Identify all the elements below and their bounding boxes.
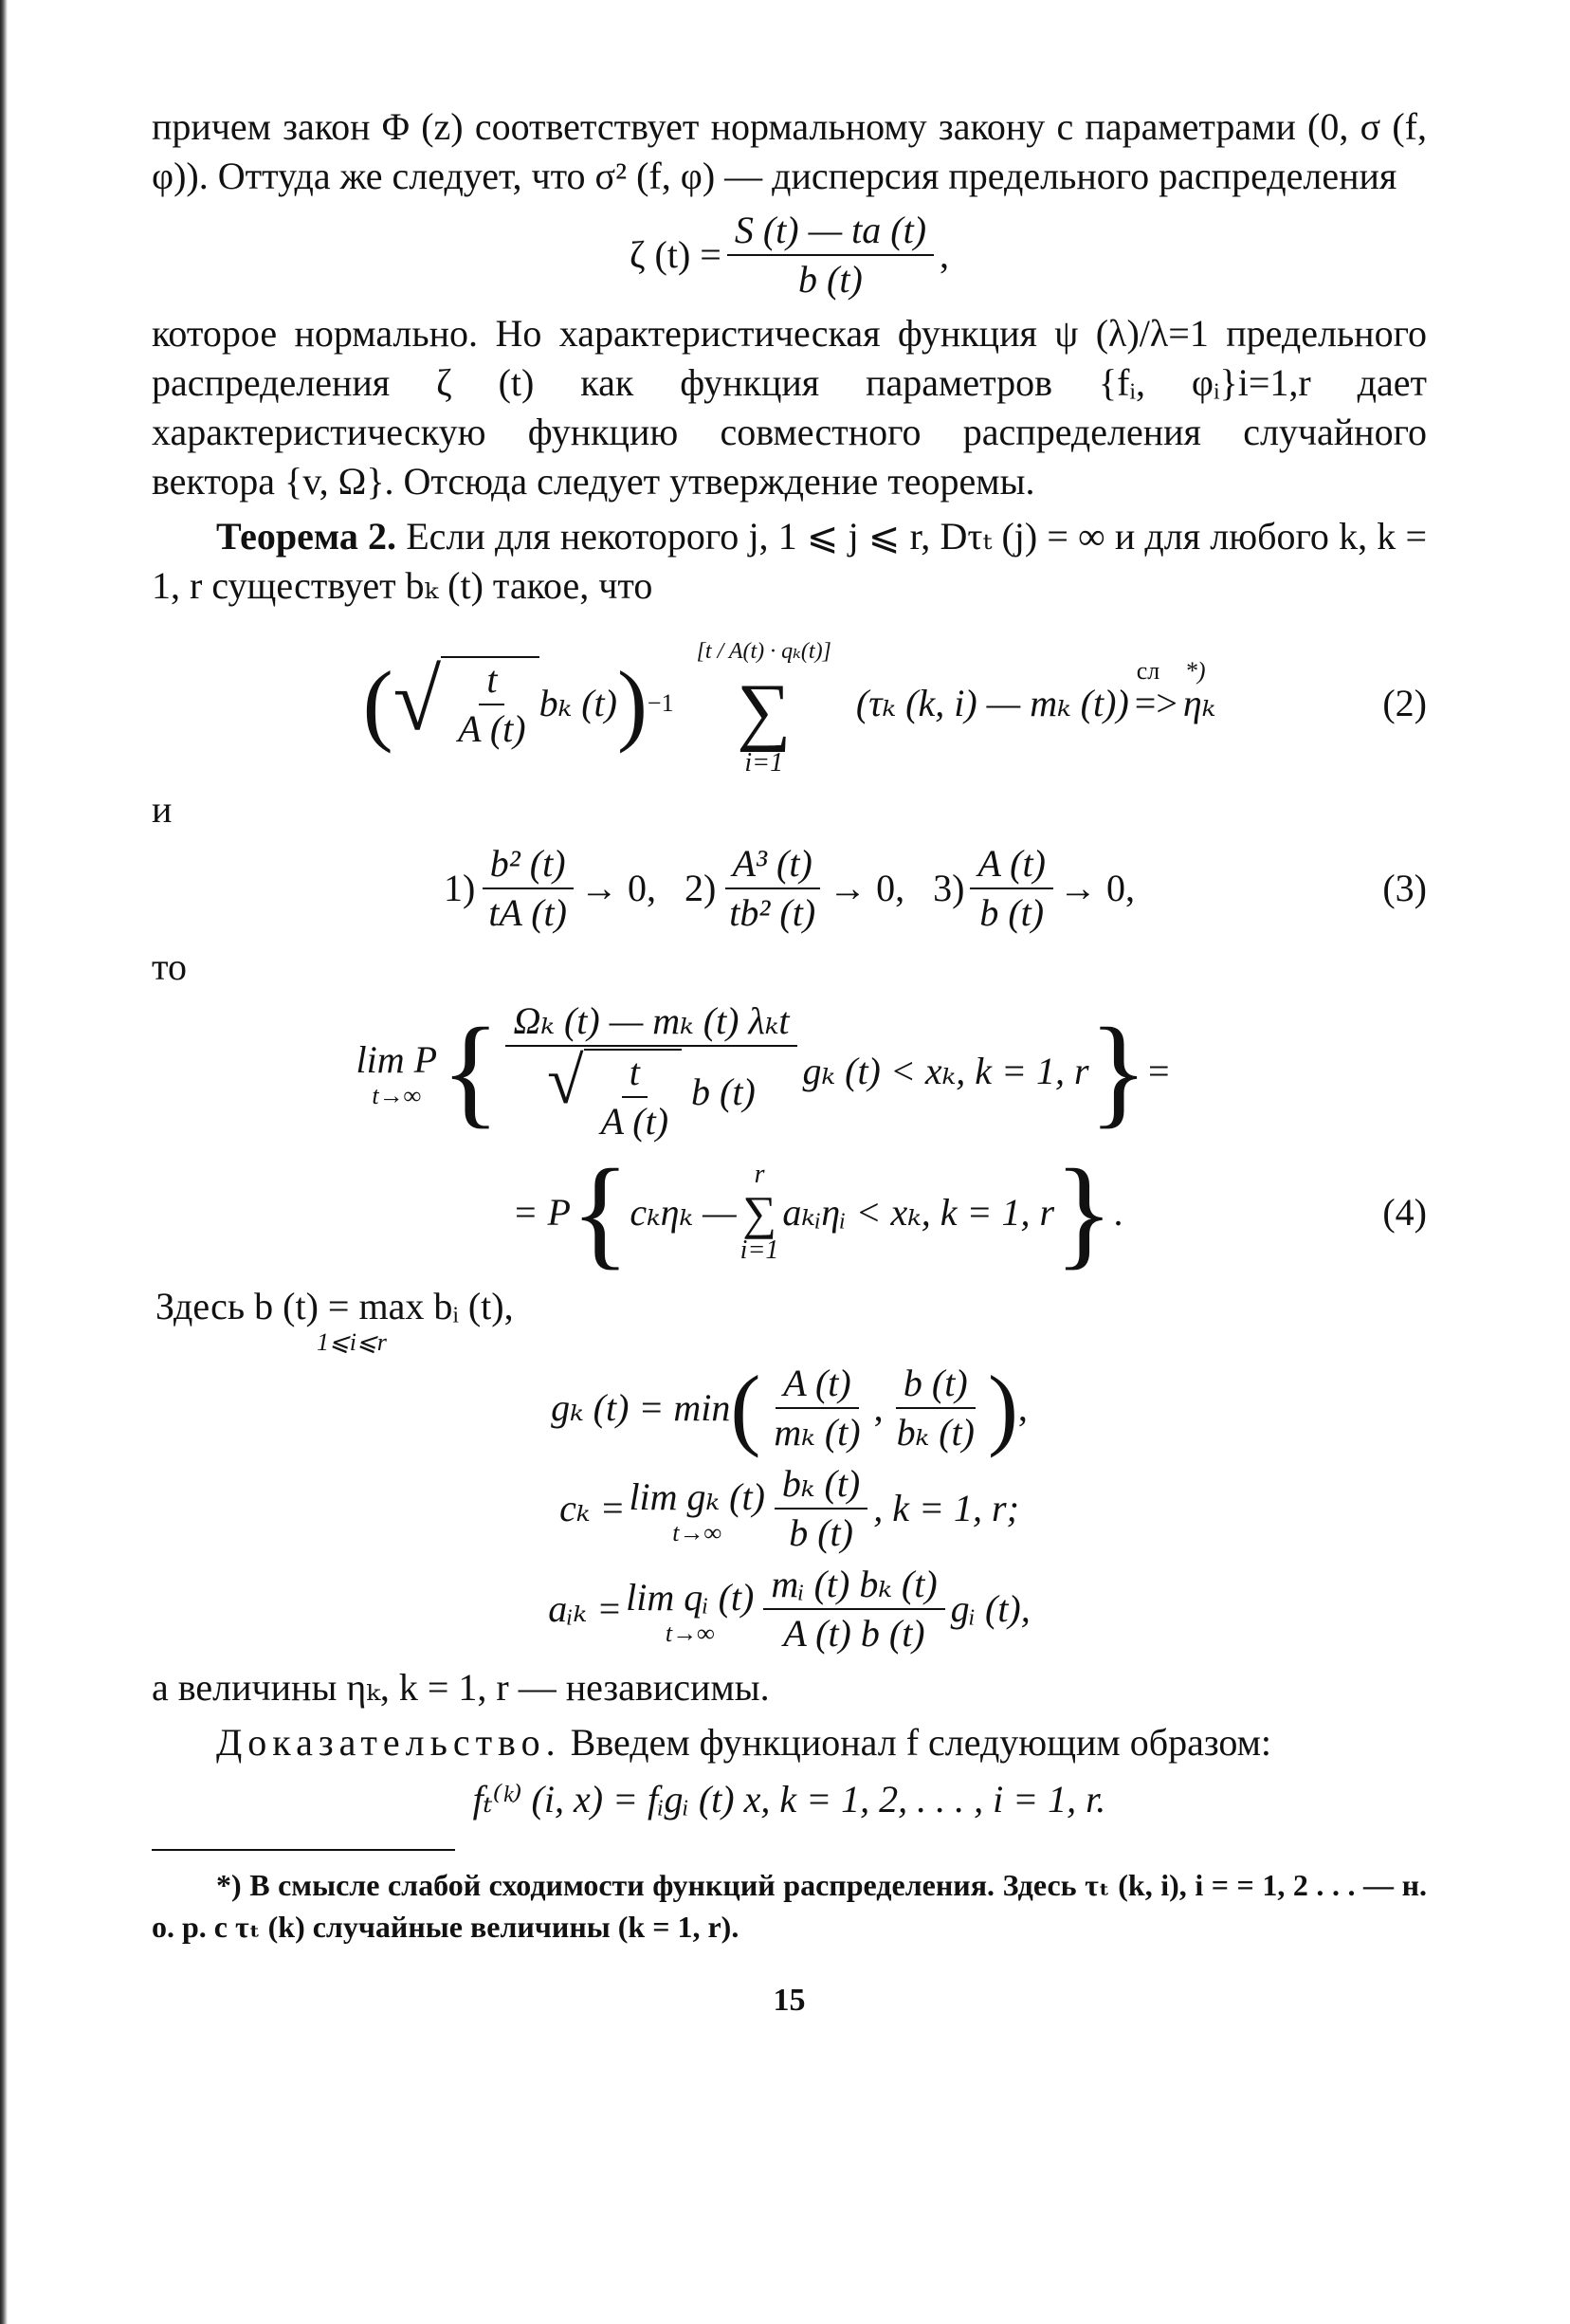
formula-g: gₖ (t) = min ( $\frac{A (t)}{\text{mₖ (t)}}$ , $\frac{b (t)}{\text{bₖ (t)}}$ ) , [551, 1357, 1028, 1458]
zeta-fraction [727, 209, 934, 302]
formula-2-summand: (τₖ (k, i) — mₖ (t)) [855, 682, 1129, 724]
formula-f: fₜ⁽ᵏ⁾ (i, x) = fᵢgᵢ (t) x, k = 1, 2, . . . , i = 1, r. [472, 1778, 1106, 1821]
word-then: то [152, 945, 187, 988]
proof-text: Введем функционал f следующим образом: [570, 1721, 1272, 1764]
formula-4b: = P { cₖηₖ — r ∑ i=1 aₖᵢηᵢ < xₖ, k = 1, r } . (4) [512, 1144, 1427, 1281]
footnote-mark: *) [1184, 657, 1206, 685]
formula-2-sqrt-den: A (t) [458, 707, 526, 750]
zeta-den: b (t) [798, 258, 863, 301]
zeta-lhs: ζ (t) = [629, 233, 721, 276]
formula-4a-tail: gₖ (t) < xₖ, k = 1, r [802, 1050, 1089, 1092]
cond-1-fraction: $\frac{\text{b² (t)}}{tA (t)}$ [481, 842, 575, 935]
paragraph-1: причем закон Φ (z) соответствует нормальному закону с параметрами (0, σ (f, φ)). Оттуда же следует, что σ² (f, φ) — дисперсия предельного распределения [152, 105, 1427, 197]
word-and: и [152, 788, 173, 831]
cond-3-fraction: $\frac{A (t)}{b (t)}$ [970, 842, 1052, 935]
zeta-num: S (t) — ta (t) [727, 209, 934, 256]
theorem-title: Теорема 2. [216, 515, 397, 558]
formula-2-sum-upper: [t / A(t) · qₖ(t)] [696, 639, 831, 664]
here-line: Здесь b (t) = max bᵢ (t), 1⩽i⩽r [155, 1285, 514, 1356]
page [152, 102, 1427, 2025]
equation-number-3: (3) [1382, 867, 1427, 909]
scan-edge [0, 0, 8, 2324]
equation-number-2: (2) [1382, 682, 1427, 724]
formula-2-sum: [t / A(t) · qₖ(t)] ∑ i=1 [697, 630, 831, 778]
formula-zeta [152, 209, 1427, 302]
zeta-tail: , [940, 233, 950, 276]
formula-4a-lim: lim P t→∞ [356, 1038, 438, 1109]
formula-3: 1) $\frac{\text{b² (t)}}{tA (t)}$ → 0, 2) $\frac{\text{A³ (t)}}{\text{tb² (t)}}$ → 0, 3) $\frac{A (t)}{b (t)}$ → 0, (3) [444, 842, 1427, 934]
formula-2-arrow: сл => [1135, 679, 1178, 728]
formula-2-sqrt: √ $\frac{t}{A (t)}$ [393, 656, 539, 751]
cond-2-label: 2) [684, 867, 717, 909]
paragraph-independent: а величины ηₖ, k = 1, r — независимы. [152, 1666, 770, 1709]
formula-2-arrow-label: сл [1136, 657, 1160, 685]
theorem-text: Если для некоторого j, 1 ⩽ j ⩽ r, Dτₜ (j) = ∞ и для любого k, k = 1, r существует bₖ (t) такое, что [152, 515, 1428, 607]
cond-2-fraction: $\frac{\text{A³ (t)}}{\text{tb² (t)}}$ [721, 842, 823, 935]
footnote: *) В смысле слабой сходимости функций распределения. Здесь τₜ (k, i), i = = 1, 2 . . . — н. о. р. с τₜ (k) случайные величины (k = 1, r). [152, 1868, 1427, 1944]
formula-a: aᵢₖ = lim qᵢ (t) t→∞ $\frac{\text{mᵢ (t) bₖ (t)}}{A (t) b (t)}$ gᵢ (t), [548, 1563, 1031, 1655]
formula-2-bk: bₖ (t) [539, 682, 617, 724]
formula-4b-sum: r ∑ i=1 [739, 1160, 779, 1265]
paragraph-2: которое нормально. Но характеристическая функция ψ (λ)/λ=1 предельного распределения ζ (t) как функция параметров {fᵢ, φᵢ}i=1,r дает характеристическую функцию совместного распределения случайного вектора {v, Ω}. Отсюда следует утверждение теоремы. [152, 312, 1427, 503]
formula-c: cₖ = lim gₖ (t) t→∞ $\frac{\text{bₖ (t)}}{b (t)}$ , k = 1, r; [559, 1462, 1019, 1554]
proof-label: Доказательство. [216, 1721, 561, 1764]
formula-4a-fraction: Ωₖ (t) — mₖ (t) λₖt √ $\frac{t}{A (t)}$ b (t) [505, 999, 796, 1144]
formula-2-sum-lower: i=1 [744, 748, 784, 778]
footnote-rule [152, 1849, 455, 1851]
equation-number-4: (4) [1382, 1191, 1427, 1234]
cond-1-label: 1) [444, 867, 476, 909]
page-number: 15 [773, 1983, 806, 2018]
cond-3-label: 3) [933, 867, 965, 909]
formula-2-sqrt-num: t [479, 658, 504, 705]
proof-line [152, 1718, 1427, 1767]
formula-2-rhs: *) ηₖ [1183, 679, 1215, 728]
formula-4a: lim P t→∞ { Ωₖ (t) — mₖ (t) λₖt √ $\frac{t}{A (t)}$ b (t) gₖ (t) < xₖ, k = 1, r } = [356, 999, 1170, 1143]
theorem-2 [152, 512, 1427, 611]
formula-2: ( √ $\frac{t}{A (t)}$ bₖ (t) ) −1 [t / A(t) · qₖ(t)] ∑ i=1 (τₖ (k, i) — mₖ (t)) сл => *) ηₖ (2) [152, 630, 1427, 778]
